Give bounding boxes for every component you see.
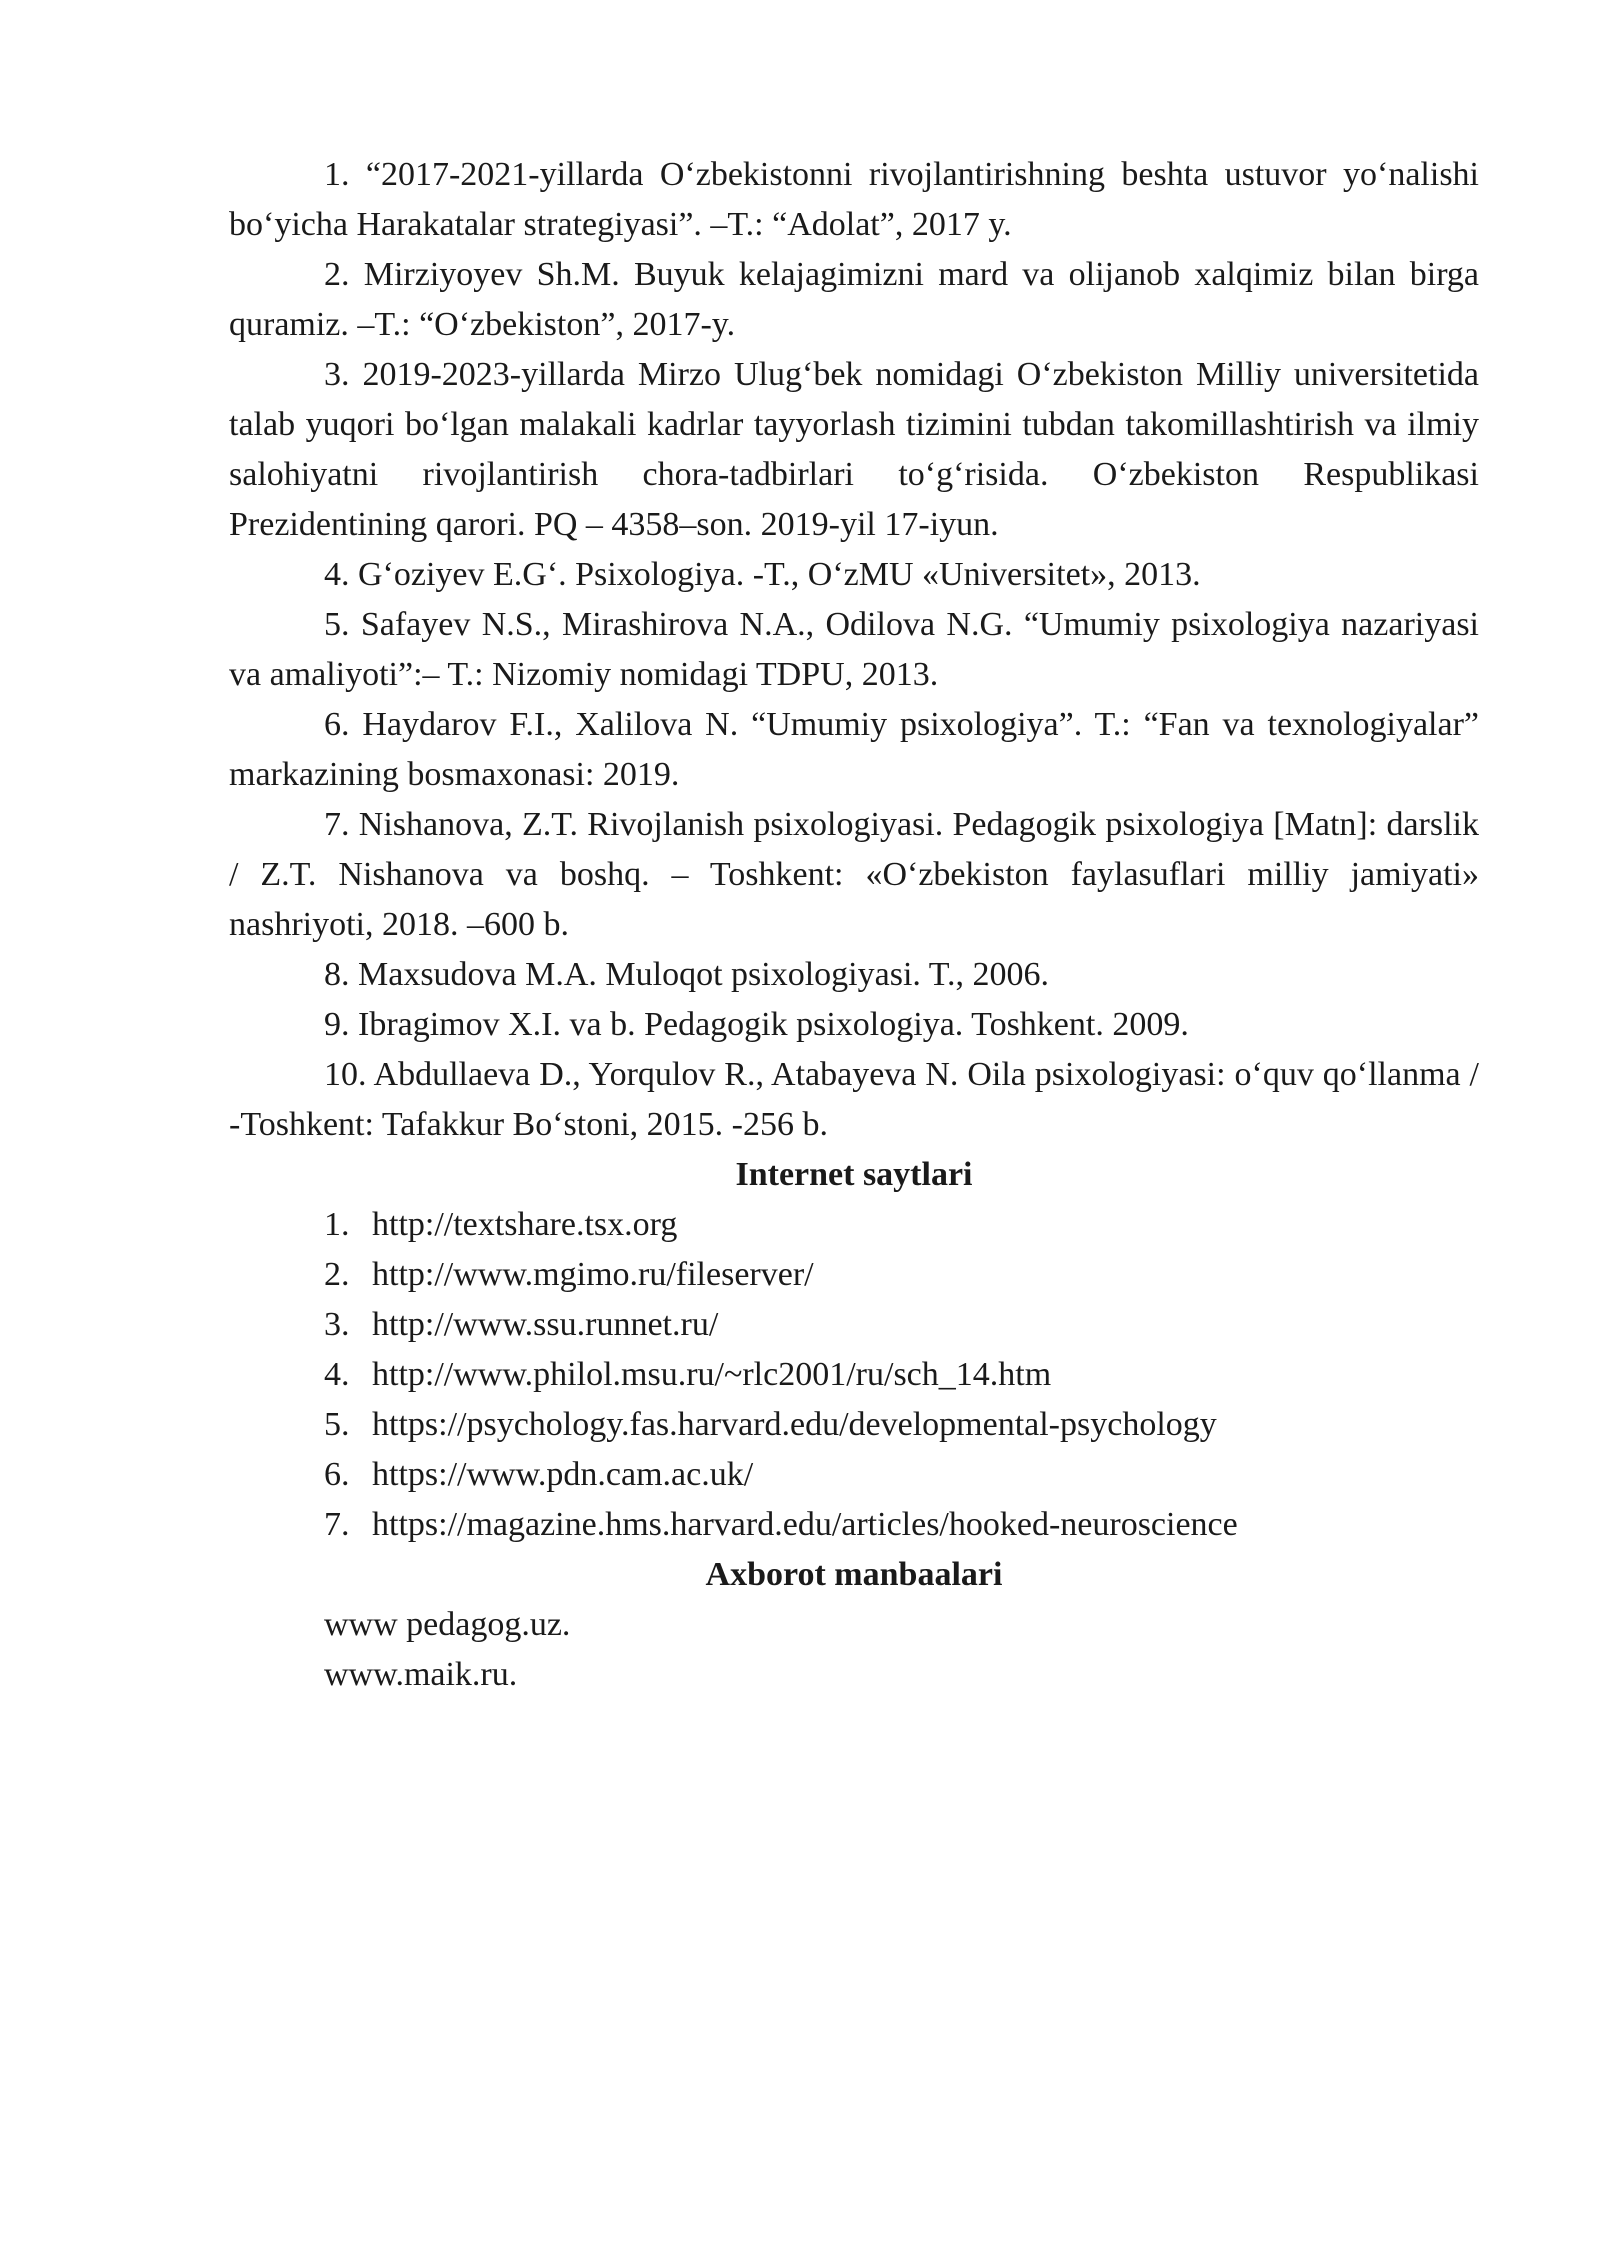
document-page [229,150,1479,1700]
reference-item: 6. Haydarov F.I., Xalilova N. “Umumiy psixologiya”. T.: “Fan va texnologiyalar” markazining bosmaxonasi: 2019. [229,706,1479,793]
reference-list [229,150,1479,1150]
internet-sites-heading: Internet saytlari [735,1156,973,1193]
information-sources-heading: Axborot manbaalari [705,1556,1003,1593]
site-link[interactable]: http://www.mgimo.ru/fileserver/ [372,1256,814,1293]
list-item [229,1350,1479,1400]
list-number: 3. [324,1306,350,1343]
source-link[interactable]: www.maik.ru. [324,1656,518,1693]
list-item [229,1450,1479,1500]
list-number: 5. [324,1406,350,1443]
list-number: 7. [324,1506,350,1543]
list-number: 4. [324,1356,350,1393]
list-item [229,1250,1479,1300]
reference-item: 2. Mirziyoyev Sh.M. Buyuk kelajagimizni mard va olijanob xalqimiz bilan birga quramiz. –T.: “O‘zbekiston”, 2017-y. [229,256,1479,343]
reference-item: 4. G‘oziyev E.G‘. Psixologiya. -T., O‘zMU «Universitet», 2013. [324,556,1201,593]
reference-item: 3. 2019-2023-yillarda Mirzo Ulug‘bek nomidagi O‘zbekiston Milliy universitetida talab yuqori bo‘lgan malakali kadrlar tayyorlash tizimini tubdan takomillashtirish va ilmiy salohiyatni rivojlantirish chora-tadbirlari to‘g‘risida. O‘zbekiston Respublikasi Prezidentining qarori. PQ – 4358–son. 2019-yil 17-iyun. [229,356,1479,543]
reference-item: 9. Ibragimov X.I. va b. Pedagogik psixologiya. Toshkent. 2009. [324,1006,1189,1043]
site-link[interactable]: http://textshare.tsx.org [372,1206,678,1243]
list-item [229,1300,1479,1350]
list-item [229,1200,1479,1250]
site-link[interactable]: https://www.pdn.cam.ac.uk/ [372,1456,754,1493]
list-item [229,1500,1479,1550]
list-item [229,1400,1479,1450]
reference-item: 7. Nishanova, Z.T. Rivojlanish psixologiyasi. Pedagogik psixologiya [Matn]: darslik / Z.T. Nishanova va boshq. – Toshkent: «O‘zbekiston faylasuflari milliy jamiyati» nashriyoti, 2018. –600 b. [229,806,1479,943]
source-link[interactable]: www pedagog.uz. [324,1606,571,1643]
reference-item: 10. Abdullaeva D., Yorqulov R., Atabayeva N. Oila psixologiyasi: o‘quv qo‘llanma / -Toshkent: Tafakkur Bo‘stoni, 2015. -256 b. [229,1056,1479,1143]
site-link[interactable]: http://www.philol.msu.ru/~rlc2001/ru/sch_14.htm [372,1356,1052,1393]
list-number: 6. [324,1456,350,1493]
site-link[interactable]: http://www.ssu.runnet.ru/ [372,1306,719,1343]
reference-item: 5. Safayev N.S., Mirashirova N.A., Odilova N.G. “Umumiy psixologiya nazariyasi va amaliyoti”:– T.: Nizomiy nomidagi TDPU, 2013. [229,606,1479,693]
reference-item: 1. “2017-2021-yillarda O‘zbekistonni rivojlantirishning beshta ustuvor yo‘nalishi bo‘yicha Harakatalar strategiyasi”. –T.: “Adolat”, 2017 y. [229,156,1479,243]
site-link[interactable]: https://psychology.fas.harvard.edu/developmental-psychology [372,1406,1217,1443]
list-number: 1. [324,1206,350,1243]
list-number: 2. [324,1256,350,1293]
reference-item: 8. Maxsudova M.A. Muloqot psixologiyasi. T., 2006. [324,956,1050,993]
site-link[interactable]: https://magazine.hms.harvard.edu/articles/hooked-neuroscience [372,1506,1238,1543]
internet-sites-list [229,1200,1479,1550]
